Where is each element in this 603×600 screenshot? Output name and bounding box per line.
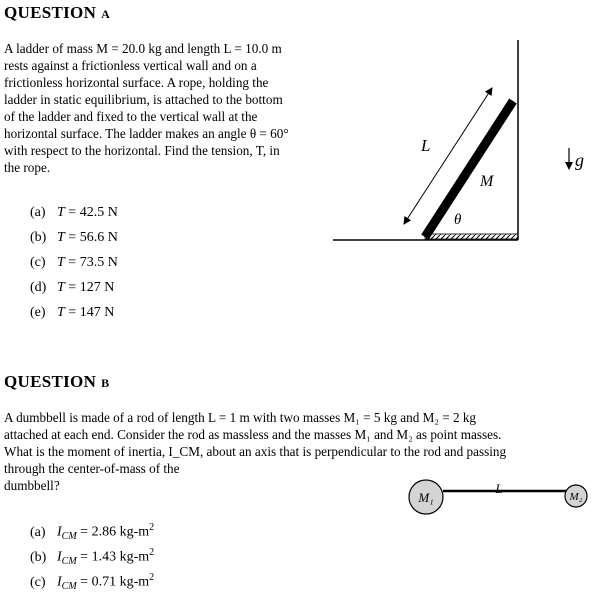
question-a-choice-b[interactable]: (b) T = 56.6 N	[30, 230, 118, 245]
question-a-line: of the ladder and fixed to the vertical wall at the	[4, 109, 258, 124]
mass-1-label: M₁	[418, 490, 434, 505]
mass-2-label: M₂	[569, 491, 583, 503]
length-label: L	[421, 136, 431, 155]
question-a-line: frictionless horizontal surface. A rope, holding the	[4, 75, 269, 90]
question-a-line: A ladder of mass M = 20.0 kg and length L = 10.0 m	[4, 41, 282, 56]
mass-label: M	[480, 173, 494, 190]
question-a-heading-word: QUESTION	[4, 3, 97, 22]
question-a-choice-c[interactable]: (c) T = 73.5 N	[30, 255, 118, 270]
question-a-line: horizontal surface. The ladder makes an angle θ = 60°	[4, 126, 289, 141]
gravity-label: g	[575, 150, 584, 170]
rod-length-label: L	[495, 481, 503, 496]
question-b-heading-letter: B	[101, 376, 110, 390]
question-a-line: rests against a frictionless vertical wall and on a	[4, 58, 257, 73]
question-b-line: attached at each end. Consider the rod as massless and the masses M₁ and M₂ as point masses.	[4, 427, 502, 442]
question-a-line: with respect to the horizontal. Find the tension, T, in	[4, 143, 280, 158]
question-a-choice-d[interactable]: (d) T = 127 N	[30, 280, 115, 295]
question-b-heading-word: QUESTION	[4, 372, 97, 391]
question-b-line: What is the moment of inertia, I_CM, about an axis that is perpendicular to the rod and passing	[4, 444, 507, 459]
question-a-heading-letter: A	[101, 7, 110, 21]
question-b-line: through the center-of-mass of the	[4, 461, 180, 476]
question-b-choices	[30, 515, 155, 593]
question-a-line: the rope.	[4, 160, 51, 175]
question-b-choice-b[interactable]: (b) $I_{CM} = 1.43$ $kg-m^2$	[30, 547, 155, 568]
question-a-choice-a[interactable]: (a) T = 42.5 N	[30, 205, 118, 220]
question-b-choice-a[interactable]: (a) $I_{CM} = 2.86$ $kg-m^2$	[30, 522, 155, 543]
question-b-line: dumbbell?	[4, 478, 60, 493]
question-a-choice-e[interactable]: (e) T = 147 N	[30, 305, 115, 320]
question-b-choice-c[interactable]: (c) $I_{CM} = 0.71$ $kg-m^2$	[30, 572, 155, 593]
question-a-line: ladder in static equilibrium, is attached to the bottom	[4, 92, 283, 107]
angle-label: θ	[454, 212, 462, 228]
question-b-line: A dumbbell is made of a rod of length L = 1 m with two masses M₁ = 5 kg and M₂ = 2 kg	[4, 410, 477, 425]
